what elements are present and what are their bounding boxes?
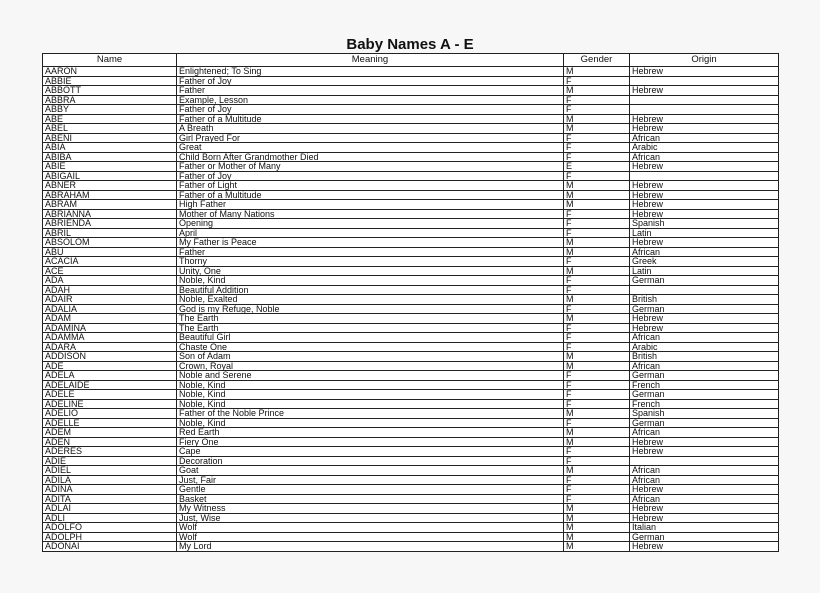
- table-row: [43, 133, 779, 143]
- gender-cell: M: [564, 523, 630, 533]
- name-cell: ADONAI: [43, 542, 177, 552]
- table-row: [43, 86, 779, 96]
- meaning-cell: Enlightened; To Sing: [177, 67, 564, 77]
- gender-cell: F: [564, 257, 630, 267]
- name-cell: ACACIA: [43, 257, 177, 267]
- table-row: [43, 333, 779, 343]
- table-row: [43, 143, 779, 153]
- meaning-cell: High Father: [177, 200, 564, 210]
- gender-cell: M: [564, 114, 630, 124]
- gender-cell: F: [564, 304, 630, 314]
- meaning-cell: Red Earth: [177, 428, 564, 438]
- name-cell: ADAMINA: [43, 323, 177, 333]
- origin-cell: African: [630, 133, 779, 143]
- name-cell: ABSOLOM: [43, 238, 177, 248]
- name-cell: ADINA: [43, 485, 177, 495]
- gender-cell: F: [564, 219, 630, 229]
- origin-cell: German: [630, 276, 779, 286]
- origin-cell: French: [630, 380, 779, 390]
- meaning-cell: Father of Joy: [177, 171, 564, 181]
- name-cell: AARON: [43, 67, 177, 77]
- meaning-cell: Son of Adam: [177, 352, 564, 362]
- table-row: [43, 285, 779, 295]
- gender-cell: M: [564, 181, 630, 191]
- column-header-meaning: Meaning: [177, 54, 564, 67]
- meaning-cell: Father or Mother of Many: [177, 162, 564, 172]
- gender-cell: M: [564, 200, 630, 210]
- name-cell: ADOLFO: [43, 523, 177, 533]
- meaning-cell: Noble, Kind: [177, 380, 564, 390]
- origin-cell: Hebrew: [630, 314, 779, 324]
- document-title: Baby Names A - E: [346, 36, 474, 53]
- origin-cell: Hebrew: [630, 485, 779, 495]
- meaning-cell: Father: [177, 86, 564, 96]
- name-cell: ADARA: [43, 342, 177, 352]
- gender-cell: F: [564, 380, 630, 390]
- gender-cell: F: [564, 342, 630, 352]
- gender-cell: F: [564, 475, 630, 485]
- origin-cell: Hebrew: [630, 437, 779, 447]
- meaning-cell: Beautiful Addition: [177, 285, 564, 295]
- table-row: [43, 219, 779, 229]
- table-row: [43, 418, 779, 428]
- origin-cell: Hebrew: [630, 323, 779, 333]
- gender-cell: M: [564, 409, 630, 419]
- meaning-cell: Chaste One: [177, 342, 564, 352]
- gender-cell: F: [564, 171, 630, 181]
- origin-cell: British: [630, 352, 779, 362]
- gender-cell: M: [564, 542, 630, 552]
- meaning-cell: Father of the Noble Prince: [177, 409, 564, 419]
- table-row: [43, 67, 779, 77]
- gender-cell: F: [564, 371, 630, 381]
- name-cell: ADELLE: [43, 418, 177, 428]
- gender-cell: E: [564, 162, 630, 172]
- table-row: [43, 494, 779, 504]
- meaning-cell: Noble and Serene: [177, 371, 564, 381]
- name-cell: ABIGAIL: [43, 171, 177, 181]
- table-row: [43, 171, 779, 181]
- origin-cell: Hebrew: [630, 447, 779, 457]
- meaning-cell: Thorny: [177, 257, 564, 267]
- name-cell: ADILA: [43, 475, 177, 485]
- table-row: [43, 247, 779, 257]
- origin-cell: Hebrew: [630, 513, 779, 523]
- origin-cell: African: [630, 247, 779, 257]
- gender-cell: M: [564, 124, 630, 134]
- origin-cell: [630, 285, 779, 295]
- name-cell: ACE: [43, 266, 177, 276]
- name-cell: ADAMMA: [43, 333, 177, 343]
- origin-cell: Latin: [630, 228, 779, 238]
- table-row: [43, 428, 779, 438]
- gender-cell: F: [564, 228, 630, 238]
- name-cell: ABIE: [43, 162, 177, 172]
- origin-cell: Hebrew: [630, 86, 779, 96]
- origin-cell: Hebrew: [630, 114, 779, 124]
- name-cell: ABBIE: [43, 76, 177, 86]
- table-row: [43, 295, 779, 305]
- origin-cell: Arabic: [630, 342, 779, 352]
- gender-cell: M: [564, 266, 630, 276]
- meaning-cell: Crown, Royal: [177, 361, 564, 371]
- origin-cell: Spanish: [630, 409, 779, 419]
- table-row: [43, 209, 779, 219]
- table-row: [43, 399, 779, 409]
- origin-cell: African: [630, 333, 779, 343]
- meaning-cell: Just, Wise: [177, 513, 564, 523]
- origin-cell: German: [630, 304, 779, 314]
- names-table: [42, 53, 779, 552]
- meaning-cell: Goat: [177, 466, 564, 476]
- origin-cell: French: [630, 399, 779, 409]
- origin-cell: African: [630, 475, 779, 485]
- gender-cell: M: [564, 513, 630, 523]
- name-cell: ABENI: [43, 133, 177, 143]
- meaning-cell: Gentle: [177, 485, 564, 495]
- meaning-cell: Beautiful Girl: [177, 333, 564, 343]
- table-row: [43, 532, 779, 542]
- origin-cell: African: [630, 494, 779, 504]
- origin-cell: Italian: [630, 523, 779, 533]
- table-row: [43, 314, 779, 324]
- origin-cell: Hebrew: [630, 209, 779, 219]
- meaning-cell: Example, Lesson: [177, 95, 564, 105]
- gender-cell: M: [564, 428, 630, 438]
- table-row: [43, 523, 779, 533]
- meaning-cell: My Witness: [177, 504, 564, 514]
- table-row: [43, 542, 779, 552]
- table-row: [43, 276, 779, 286]
- table-row: [43, 352, 779, 362]
- meaning-cell: Noble, Exalted: [177, 295, 564, 305]
- origin-cell: German: [630, 390, 779, 400]
- table-row: [43, 105, 779, 115]
- origin-cell: Spanish: [630, 219, 779, 229]
- name-cell: ADITA: [43, 494, 177, 504]
- origin-cell: [630, 76, 779, 86]
- meaning-cell: Father of Joy: [177, 105, 564, 115]
- table-row: [43, 304, 779, 314]
- meaning-cell: Noble, Kind: [177, 399, 564, 409]
- meaning-cell: Child Born After Grandmother Died: [177, 152, 564, 162]
- origin-cell: Hebrew: [630, 181, 779, 191]
- table-row: [43, 76, 779, 86]
- name-cell: ADELAIDE: [43, 380, 177, 390]
- gender-cell: F: [564, 143, 630, 153]
- origin-cell: Hebrew: [630, 504, 779, 514]
- gender-cell: F: [564, 399, 630, 409]
- table-row: [43, 228, 779, 238]
- gender-cell: M: [564, 466, 630, 476]
- gender-cell: F: [564, 323, 630, 333]
- name-cell: ABBY: [43, 105, 177, 115]
- origin-cell: Greek: [630, 257, 779, 267]
- origin-cell: German: [630, 418, 779, 428]
- table-row: [43, 323, 779, 333]
- name-cell: ADELINE: [43, 399, 177, 409]
- name-cell: ABIA: [43, 143, 177, 153]
- name-cell: ADIEL: [43, 466, 177, 476]
- meaning-cell: Father: [177, 247, 564, 257]
- table-row: [43, 475, 779, 485]
- gender-cell: M: [564, 314, 630, 324]
- meaning-cell: Noble, Kind: [177, 418, 564, 428]
- name-cell: ADALIA: [43, 304, 177, 314]
- table-row: [43, 380, 779, 390]
- origin-cell: African: [630, 361, 779, 371]
- origin-cell: German: [630, 532, 779, 542]
- gender-cell: F: [564, 447, 630, 457]
- table-row: [43, 513, 779, 523]
- meaning-cell: Wolf: [177, 532, 564, 542]
- table-row: [43, 181, 779, 191]
- origin-cell: [630, 171, 779, 181]
- gender-cell: M: [564, 238, 630, 248]
- meaning-cell: Decoration: [177, 456, 564, 466]
- name-cell: ABU: [43, 247, 177, 257]
- table-row: [43, 456, 779, 466]
- origin-cell: [630, 95, 779, 105]
- name-cell: ABRIL: [43, 228, 177, 238]
- gender-cell: F: [564, 209, 630, 219]
- name-cell: ADAM: [43, 314, 177, 324]
- table-row: [43, 390, 779, 400]
- name-cell: ABIBA: [43, 152, 177, 162]
- name-cell: ADELE: [43, 390, 177, 400]
- table-row: [43, 504, 779, 514]
- origin-cell: British: [630, 295, 779, 305]
- table-row: [43, 485, 779, 495]
- name-cell: ADELA: [43, 371, 177, 381]
- name-cell: ADLI: [43, 513, 177, 523]
- origin-cell: German: [630, 371, 779, 381]
- gender-cell: M: [564, 504, 630, 514]
- meaning-cell: Great: [177, 143, 564, 153]
- column-header-origin: Origin: [630, 54, 779, 67]
- table-row: [43, 371, 779, 381]
- origin-cell: [630, 456, 779, 466]
- gender-cell: F: [564, 285, 630, 295]
- name-cell: ADERES: [43, 447, 177, 457]
- origin-cell: Hebrew: [630, 190, 779, 200]
- table-row: [43, 361, 779, 371]
- meaning-cell: God is my Refuge, Noble: [177, 304, 564, 314]
- meaning-cell: Unity, One: [177, 266, 564, 276]
- name-cell: ABNER: [43, 181, 177, 191]
- gender-cell: M: [564, 247, 630, 257]
- gender-cell: F: [564, 133, 630, 143]
- meaning-cell: My Lord: [177, 542, 564, 552]
- meaning-cell: My Father is Peace: [177, 238, 564, 248]
- origin-cell: Hebrew: [630, 238, 779, 248]
- name-cell: ADA: [43, 276, 177, 286]
- table-row: [43, 466, 779, 476]
- gender-cell: F: [564, 276, 630, 286]
- name-cell: ABBOTT: [43, 86, 177, 96]
- origin-cell: Arabic: [630, 143, 779, 153]
- table-row: [43, 162, 779, 172]
- gender-cell: F: [564, 105, 630, 115]
- table-body: [43, 67, 779, 552]
- gender-cell: F: [564, 152, 630, 162]
- origin-cell: African: [630, 152, 779, 162]
- gender-cell: M: [564, 86, 630, 96]
- table-row: [43, 124, 779, 134]
- name-cell: ADIE: [43, 456, 177, 466]
- origin-cell: Hebrew: [630, 200, 779, 210]
- meaning-cell: Girl Prayed For: [177, 133, 564, 143]
- name-cell: ADE: [43, 361, 177, 371]
- name-cell: ADOLPH: [43, 532, 177, 542]
- meaning-cell: Father of a Multitude: [177, 114, 564, 124]
- name-cell: ADLAI: [43, 504, 177, 514]
- gender-cell: M: [564, 361, 630, 371]
- name-cell: ADEM: [43, 428, 177, 438]
- name-cell: ADAH: [43, 285, 177, 295]
- meaning-cell: Basket: [177, 494, 564, 504]
- table-row: [43, 266, 779, 276]
- gender-cell: F: [564, 456, 630, 466]
- meaning-cell: Wolf: [177, 523, 564, 533]
- meaning-cell: A Breath: [177, 124, 564, 134]
- table-row: [43, 342, 779, 352]
- meaning-cell: Cape: [177, 447, 564, 457]
- origin-cell: Latin: [630, 266, 779, 276]
- table-row: [43, 114, 779, 124]
- meaning-cell: April: [177, 228, 564, 238]
- table-row: [43, 152, 779, 162]
- name-cell: ADAIR: [43, 295, 177, 305]
- gender-cell: F: [564, 390, 630, 400]
- origin-cell: African: [630, 466, 779, 476]
- column-header-gender: Gender: [564, 54, 630, 67]
- header-row: [43, 54, 779, 67]
- origin-cell: Hebrew: [630, 162, 779, 172]
- origin-cell: Hebrew: [630, 542, 779, 552]
- meaning-cell: Father of Light: [177, 181, 564, 191]
- name-cell: ADEN: [43, 437, 177, 447]
- meaning-cell: Opening: [177, 219, 564, 229]
- meaning-cell: The Earth: [177, 314, 564, 324]
- gender-cell: F: [564, 76, 630, 86]
- gender-cell: F: [564, 485, 630, 495]
- gender-cell: M: [564, 532, 630, 542]
- meaning-cell: Fiery One: [177, 437, 564, 447]
- name-cell: ADELIO: [43, 409, 177, 419]
- origin-cell: Hebrew: [630, 124, 779, 134]
- meaning-cell: Father of a Multitude: [177, 190, 564, 200]
- name-cell: ABBRA: [43, 95, 177, 105]
- gender-cell: F: [564, 418, 630, 428]
- table-row: [43, 437, 779, 447]
- table-row: [43, 190, 779, 200]
- gender-cell: F: [564, 333, 630, 343]
- meaning-cell: Father of Joy: [177, 76, 564, 86]
- origin-cell: [630, 105, 779, 115]
- name-cell: ABRIENDA: [43, 219, 177, 229]
- origin-cell: African: [630, 428, 779, 438]
- meaning-cell: Just, Fair: [177, 475, 564, 485]
- table-row: [43, 257, 779, 267]
- meaning-cell: The Earth: [177, 323, 564, 333]
- table-row: [43, 447, 779, 457]
- gender-cell: F: [564, 494, 630, 504]
- name-cell: ABRAM: [43, 200, 177, 210]
- table-row: [43, 409, 779, 419]
- name-cell: ABRIANNA: [43, 209, 177, 219]
- table-row: [43, 200, 779, 210]
- name-cell: ADDISON: [43, 352, 177, 362]
- meaning-cell: Noble, Kind: [177, 390, 564, 400]
- gender-cell: M: [564, 352, 630, 362]
- gender-cell: M: [564, 437, 630, 447]
- table-row: [43, 238, 779, 248]
- column-header-name: Name: [43, 54, 177, 67]
- meaning-cell: Mother of Many Nations: [177, 209, 564, 219]
- gender-cell: M: [564, 67, 630, 77]
- origin-cell: Hebrew: [630, 67, 779, 77]
- name-cell: ABE: [43, 114, 177, 124]
- name-cell: ABEL: [43, 124, 177, 134]
- name-cell: ABRAHAM: [43, 190, 177, 200]
- meaning-cell: Noble, Kind: [177, 276, 564, 286]
- gender-cell: F: [564, 95, 630, 105]
- gender-cell: M: [564, 190, 630, 200]
- gender-cell: M: [564, 295, 630, 305]
- table-row: [43, 95, 779, 105]
